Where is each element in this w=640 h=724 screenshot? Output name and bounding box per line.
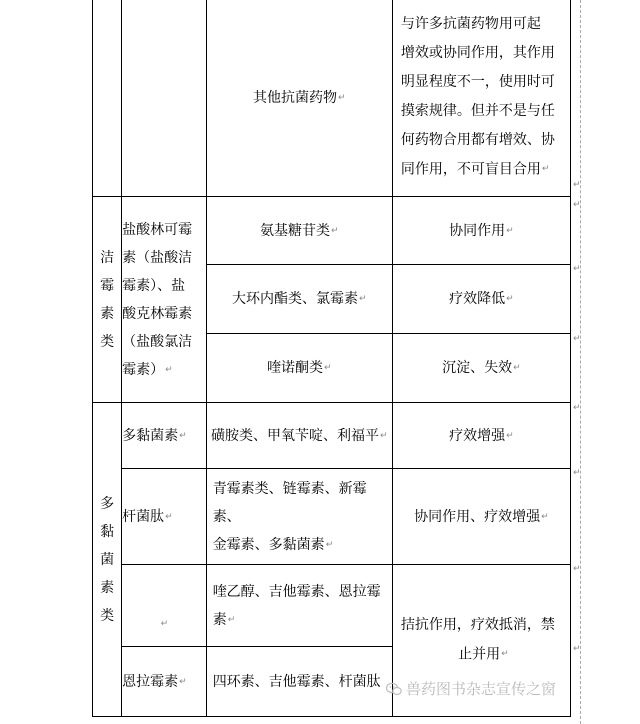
effect-cell: 协同作用↵ [392, 197, 570, 265]
combo-cell: 四环素、吉他霉素、杆菌肽 [206, 647, 392, 717]
effect-line: 增效或协同作用，其作用 [400, 45, 555, 62]
drug-interaction-table [92, 0, 571, 717]
category-lincosamide: 洁 霉 素 类 [93, 197, 122, 403]
row-end-mark: ↵ [573, 334, 581, 344]
combo-cell: 磺胺类、甲氧苄啶、利福平↵ [206, 403, 392, 469]
drug-cell: 杆菌肽↵ [122, 469, 207, 565]
wechat-icon [386, 682, 402, 696]
effect-cell [392, 0, 570, 197]
row-end-mark: ↵ [573, 468, 581, 478]
effect-cell: 沉淀、失效↵ [392, 334, 570, 403]
table-row [93, 197, 571, 265]
effect-cell: 疗效降低↵ [392, 265, 570, 334]
category-cell-continued [93, 0, 122, 197]
row-end-mark: ↵ [573, 264, 581, 274]
drug-cell-empty: ↵ [122, 565, 207, 647]
combo-cell: 大环内酯类、氯霉素↵ [206, 265, 392, 334]
effect-cell: 协同作用、疗效增强↵ [392, 469, 570, 565]
drug-cell: 多黏菌素↵ [122, 403, 207, 469]
combo-cell: 其他抗菌药物↵ [206, 0, 392, 197]
row-end-mark: ↵ [573, 180, 581, 190]
watermark-text: 兽药图书杂志宣传之窗 [406, 680, 557, 698]
drug-cell-continued [122, 0, 207, 197]
watermark [386, 678, 556, 699]
effect-line: 与许多抗菌药物用可起 [400, 16, 541, 33]
table-row [93, 403, 571, 469]
combo-cell: 喹乙醇、吉他霉素、恩拉霉 素↵ [206, 565, 392, 647]
effect-line: 何药物合用都有增效、协 [400, 132, 555, 149]
table-row [93, 469, 571, 565]
table-row [93, 0, 571, 197]
row-end-mark: ↵ [573, 200, 581, 210]
effect-line: 明显程度不一，使用时可 [400, 74, 555, 91]
row-end-mark: ↵ [573, 644, 581, 654]
category-polymyxin: 多 黏 菌 素 类 [93, 403, 122, 717]
effect-cell-merged: 拮抗作用，疗效抵消，禁 止并用↵ [392, 565, 570, 717]
combo-cell: 喹诺酮类↵ [206, 334, 392, 403]
effect-cell: 疗效增强↵ [392, 403, 570, 469]
combo-cell: 青霉素类、链霉素、新霉素、 金霉素、多黏菌素↵ [206, 469, 392, 565]
row-end-mark: ↵ [573, 564, 581, 574]
effect-line: 摸索规律。但并不是与任 [400, 103, 555, 120]
row-end-mark: ↵ [573, 403, 581, 413]
drug-lincosamide: 盐酸林可霉 素（盐酸洁 霉素）、盐 酸克林霉素 （盐酸氯洁 霉素）↵ [122, 197, 207, 403]
effect-line: 同作用，不可盲目合用↵ [400, 161, 550, 178]
combo-cell: 氨基糖苷类↵ [206, 197, 392, 265]
table-row [93, 565, 571, 647]
drug-cell: 恩拉霉素↵ [122, 647, 207, 717]
page-margin-line [580, 0, 581, 724]
